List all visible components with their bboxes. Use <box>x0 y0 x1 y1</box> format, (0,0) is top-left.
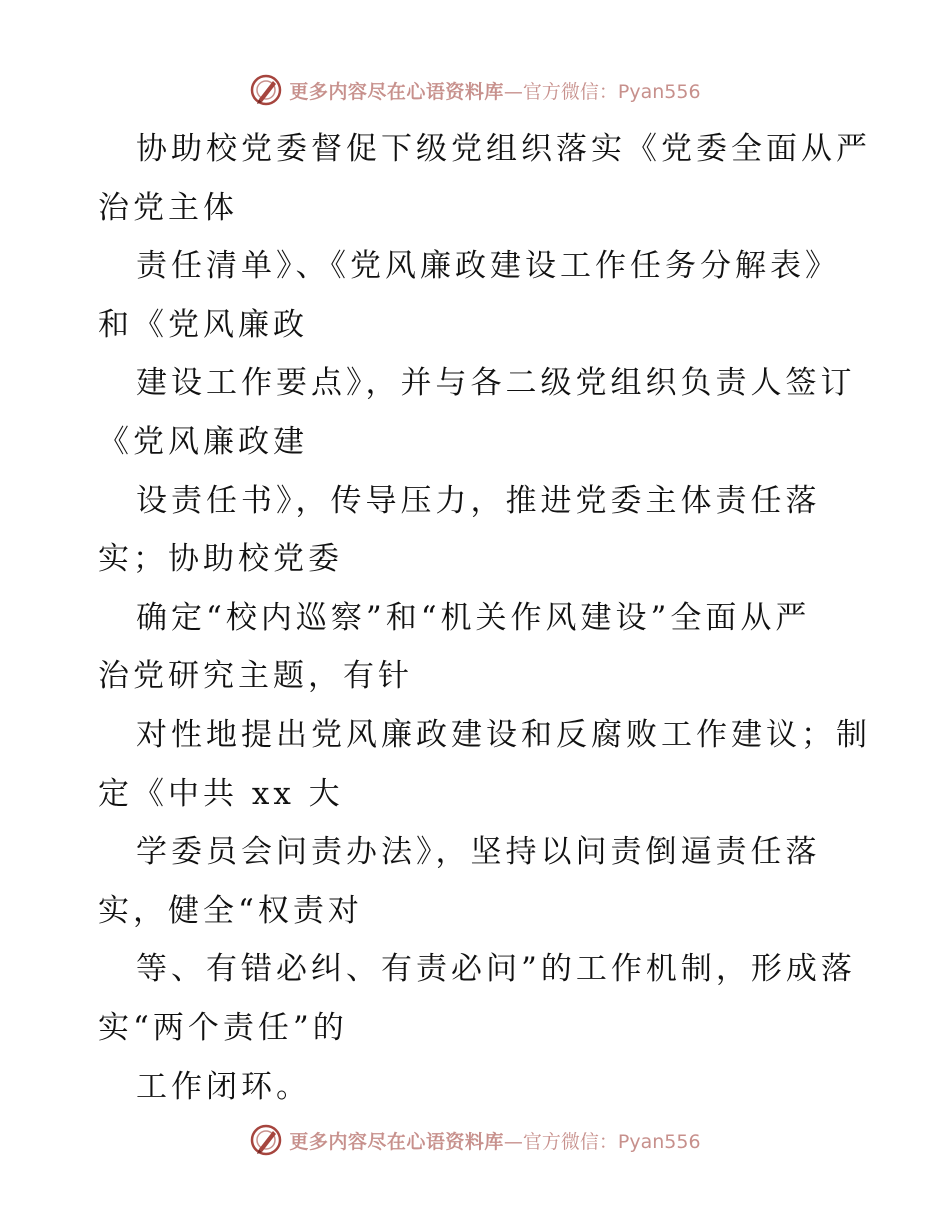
body-line: 治党主体 <box>98 189 238 226</box>
body-line: 建设工作要点》，并与各二级党组织负责人签订 <box>136 365 856 402</box>
document-body <box>98 120 871 1116</box>
body-line: 治党研究主题，有针 <box>98 658 413 695</box>
body-line: 实；协助校党委 <box>98 541 343 578</box>
body-line: 协助校党委督促下级党组织落实《党委全面从严 <box>136 131 871 167</box>
body-line: 等、有错必纠、有责必问”的工作机制，形成落 <box>136 951 856 988</box>
body-line: 工作闭环。 <box>136 1068 311 1105</box>
body-line: 实，健全“权责对 <box>98 892 363 929</box>
footer-banner-sub: —官方微信：Pyan556 <box>503 1130 701 1153</box>
body-line: 《党风廉政建 <box>98 423 308 460</box>
body-line: 实“两个责任”的 <box>98 1009 348 1046</box>
header-banner-sub: —官方微信：Pyan556 <box>503 80 701 103</box>
header-banner-title: 更多内容尽在心语资料库 <box>289 80 504 103</box>
body-line: 确定“校内巡察”和“机关作风建设”全面从严 <box>136 599 811 636</box>
body-line: 学委员会问责办法》，坚持以问责倒逼责任落 <box>136 834 821 871</box>
body-line: 和《党风廉政 <box>98 306 308 343</box>
body-line: 责任清单》、《党风廉政建设工作任务分解表》 <box>136 248 840 285</box>
body-line: 定《中共 xx 大 <box>98 775 344 812</box>
header-banner <box>0 70 950 110</box>
pen-seal-logo-icon <box>249 73 283 107</box>
pen-seal-logo-icon <box>249 1123 283 1157</box>
body-line: 设责任书》，传导压力，推进党委主体责任落 <box>136 482 821 519</box>
footer-banner-title: 更多内容尽在心语资料库 <box>289 1130 504 1153</box>
footer-banner <box>0 1120 950 1160</box>
body-line: 对性地提出党风廉政建设和反腐败工作建议；制 <box>136 716 871 753</box>
